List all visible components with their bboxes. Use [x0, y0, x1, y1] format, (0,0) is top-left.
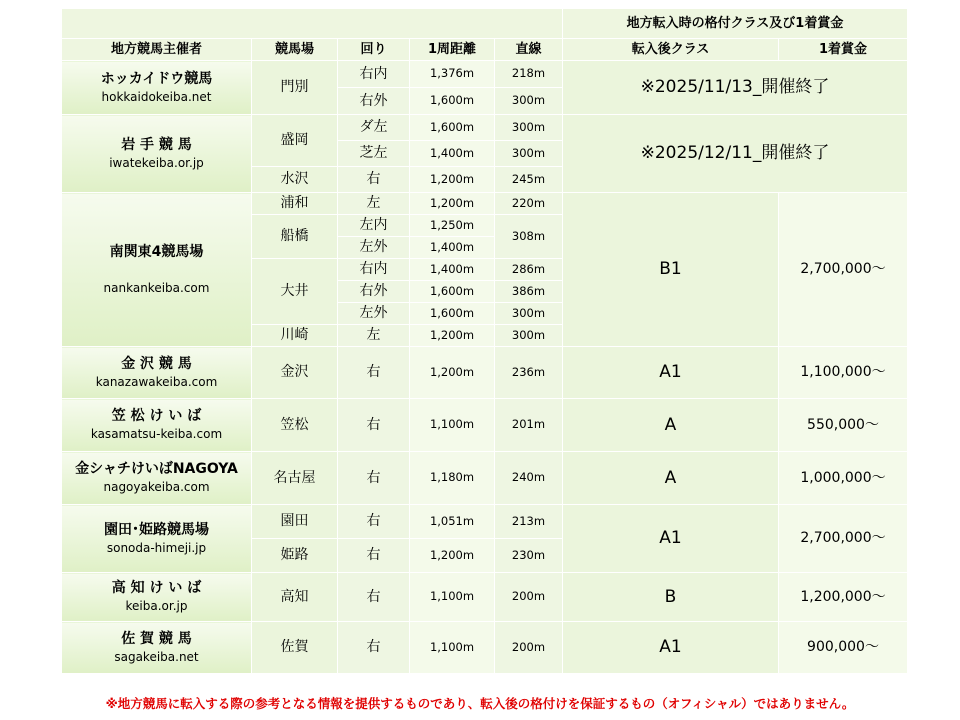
turn-cell: 左内 — [338, 215, 410, 237]
turn-cell: 右内 — [338, 259, 410, 281]
org-url: hokkaidokeiba.net — [101, 89, 212, 104]
org-url: kanazawakeiba.com — [95, 374, 218, 389]
class-cell: A1 — [563, 622, 779, 674]
straight-cell: 201m — [495, 399, 563, 452]
distance-cell: 1,200m — [410, 539, 495, 573]
distance-cell: 1,600m — [410, 303, 495, 325]
org-url: iwatekeiba.or.jp — [109, 155, 204, 170]
table-row — [62, 622, 908, 674]
straight-cell: 300m — [495, 115, 563, 141]
track-cell: 姫路 — [252, 539, 338, 573]
distance-cell: 1,400m — [410, 141, 495, 167]
turn-cell: 右 — [338, 573, 410, 622]
table-row — [62, 452, 908, 505]
org-url: sonoda-himeji.jp — [106, 540, 207, 555]
header-distance: 1周距離 — [410, 39, 495, 61]
org-cell — [62, 573, 252, 622]
header-group-title: 地方転入時の格付クラス及び1着賞金 — [563, 9, 908, 39]
distance-cell: 1,200m — [410, 325, 495, 347]
header-row — [62, 39, 908, 61]
header-blank-cell — [62, 9, 563, 39]
straight-cell: 230m — [495, 539, 563, 573]
org-name: 南関東4競馬場 — [109, 243, 204, 260]
prize-cell: 550,000〜 — [779, 399, 908, 452]
turn-cell: 右 — [338, 167, 410, 193]
distance-cell: 1,200m — [410, 167, 495, 193]
track-cell: 盛岡 — [252, 115, 338, 167]
distance-cell: 1,100m — [410, 622, 495, 674]
table-row — [62, 193, 908, 215]
table-row — [62, 347, 908, 399]
distance-cell: 1,400m — [410, 259, 495, 281]
table-row — [62, 573, 908, 622]
header-org: 地方競馬主催者 — [62, 39, 252, 61]
prize-cell: 2,700,000〜 — [779, 193, 908, 347]
class-cell: A1 — [563, 347, 779, 399]
track-cell: 佐賀 — [252, 622, 338, 674]
distance-cell: 1,600m — [410, 115, 495, 141]
straight-cell: 236m — [495, 347, 563, 399]
turn-cell: 右 — [338, 622, 410, 674]
org-name: 岩 手 競 馬 — [121, 136, 192, 153]
header-prize: 1着賞金 — [779, 39, 908, 61]
turn-cell: 左 — [338, 193, 410, 215]
turn-cell: 右内 — [338, 61, 410, 88]
header-track: 競馬場 — [252, 39, 338, 61]
track-cell: 大井 — [252, 259, 338, 325]
turn-cell: 右外 — [338, 281, 410, 303]
class-cell: B — [563, 573, 779, 622]
org-url: sagakeiba.net — [114, 649, 199, 664]
track-cell: 川崎 — [252, 325, 338, 347]
class-cell: A1 — [563, 505, 779, 573]
class-cell: B1 — [563, 193, 779, 347]
org-cell — [62, 399, 252, 452]
header-class: 転入後クラス — [563, 39, 779, 61]
straight-cell: 218m — [495, 61, 563, 88]
track-cell: 浦和 — [252, 193, 338, 215]
turn-cell: 芝左 — [338, 141, 410, 167]
org-url: nagoyakeiba.com — [103, 480, 210, 495]
straight-cell: 240m — [495, 452, 563, 505]
prize-cell: 900,000〜 — [779, 622, 908, 674]
straight-cell: 308m — [495, 215, 563, 259]
distance-cell: 1,400m — [410, 237, 495, 259]
turn-cell: 右 — [338, 347, 410, 399]
org-cell — [62, 115, 252, 193]
org-cell — [62, 61, 252, 115]
straight-cell: 300m — [495, 303, 563, 325]
org-name: 笠 松 け い ば — [111, 408, 202, 425]
distance-cell: 1,200m — [410, 193, 495, 215]
straight-cell: 300m — [495, 141, 563, 167]
track-cell: 金沢 — [252, 347, 338, 399]
org-cell — [62, 347, 252, 399]
prize-cell: 1,000,000〜 — [779, 452, 908, 505]
turn-cell: 右外 — [338, 88, 410, 115]
turn-cell: 右 — [338, 452, 410, 505]
distance-cell: 1,180m — [410, 452, 495, 505]
org-url: kasamatsu-keiba.com — [90, 427, 223, 442]
org-name: 金 沢 競 馬 — [121, 355, 192, 372]
straight-cell: 386m — [495, 281, 563, 303]
track-cell: 名古屋 — [252, 452, 338, 505]
distance-cell: 1,200m — [410, 347, 495, 399]
table-row — [62, 61, 908, 88]
org-name: ホッカイドウ競馬 — [100, 70, 213, 87]
distance-cell: 1,051m — [410, 505, 495, 539]
distance-cell: 1,600m — [410, 281, 495, 303]
distance-cell: 1,100m — [410, 573, 495, 622]
org-cell — [62, 452, 252, 505]
straight-cell: 220m — [495, 193, 563, 215]
distance-cell: 1,250m — [410, 215, 495, 237]
straight-cell: 300m — [495, 88, 563, 115]
track-cell: 水沢 — [252, 167, 338, 193]
table-row — [62, 399, 908, 452]
distance-cell: 1,100m — [410, 399, 495, 452]
disclaimer-note: ※地方競馬に転入する際の参考となる情報を提供するものであり、転入後の格付けを保証するもの（オフィシャル）ではありません。 — [105, 696, 855, 711]
class-cell: A — [563, 452, 779, 505]
track-cell: 船橋 — [252, 215, 338, 259]
straight-cell: 286m — [495, 259, 563, 281]
turn-cell: 左外 — [338, 237, 410, 259]
class-cell: ※2025/11/13_開催終了 — [563, 61, 908, 115]
turn-cell: ダ左 — [338, 115, 410, 141]
org-name: 金シャチけいばNAGOYA — [75, 461, 238, 478]
org-cell — [62, 622, 252, 674]
table-row — [62, 505, 908, 539]
org-cell — [62, 505, 252, 573]
straight-cell: 200m — [495, 622, 563, 674]
header-straight: 直線 — [495, 39, 563, 61]
prize-cell: 2,700,000〜 — [779, 505, 908, 573]
straight-cell: 213m — [495, 505, 563, 539]
header-group-row — [62, 9, 908, 39]
org-name: 高 知 け い ば — [111, 580, 202, 597]
straight-cell: 300m — [495, 325, 563, 347]
header-turn: 回り — [338, 39, 410, 61]
table-row — [62, 115, 908, 141]
turn-cell: 左 — [338, 325, 410, 347]
org-url: nankankeiba.com — [103, 280, 210, 295]
class-cell: A — [563, 399, 779, 452]
straight-cell: 200m — [495, 573, 563, 622]
distance-cell: 1,376m — [410, 61, 495, 88]
turn-cell: 右 — [338, 505, 410, 539]
turn-cell: 右 — [338, 399, 410, 452]
transfer-class-table — [61, 8, 908, 674]
straight-cell: 245m — [495, 167, 563, 193]
prize-cell: 1,100,000〜 — [779, 347, 908, 399]
org-url: keiba.or.jp — [125, 599, 188, 614]
class-cell: ※2025/12/11_開催終了 — [563, 115, 908, 193]
track-cell: 笠松 — [252, 399, 338, 452]
turn-cell: 左外 — [338, 303, 410, 325]
track-cell: 門別 — [252, 61, 338, 115]
org-name: 園田･姫路競馬場 — [104, 521, 209, 538]
distance-cell: 1,600m — [410, 88, 495, 115]
track-cell: 高知 — [252, 573, 338, 622]
org-name: 佐 賀 競 馬 — [121, 630, 192, 647]
turn-cell: 右 — [338, 539, 410, 573]
prize-cell: 1,200,000〜 — [779, 573, 908, 622]
track-cell: 園田 — [252, 505, 338, 539]
org-cell — [62, 193, 252, 347]
